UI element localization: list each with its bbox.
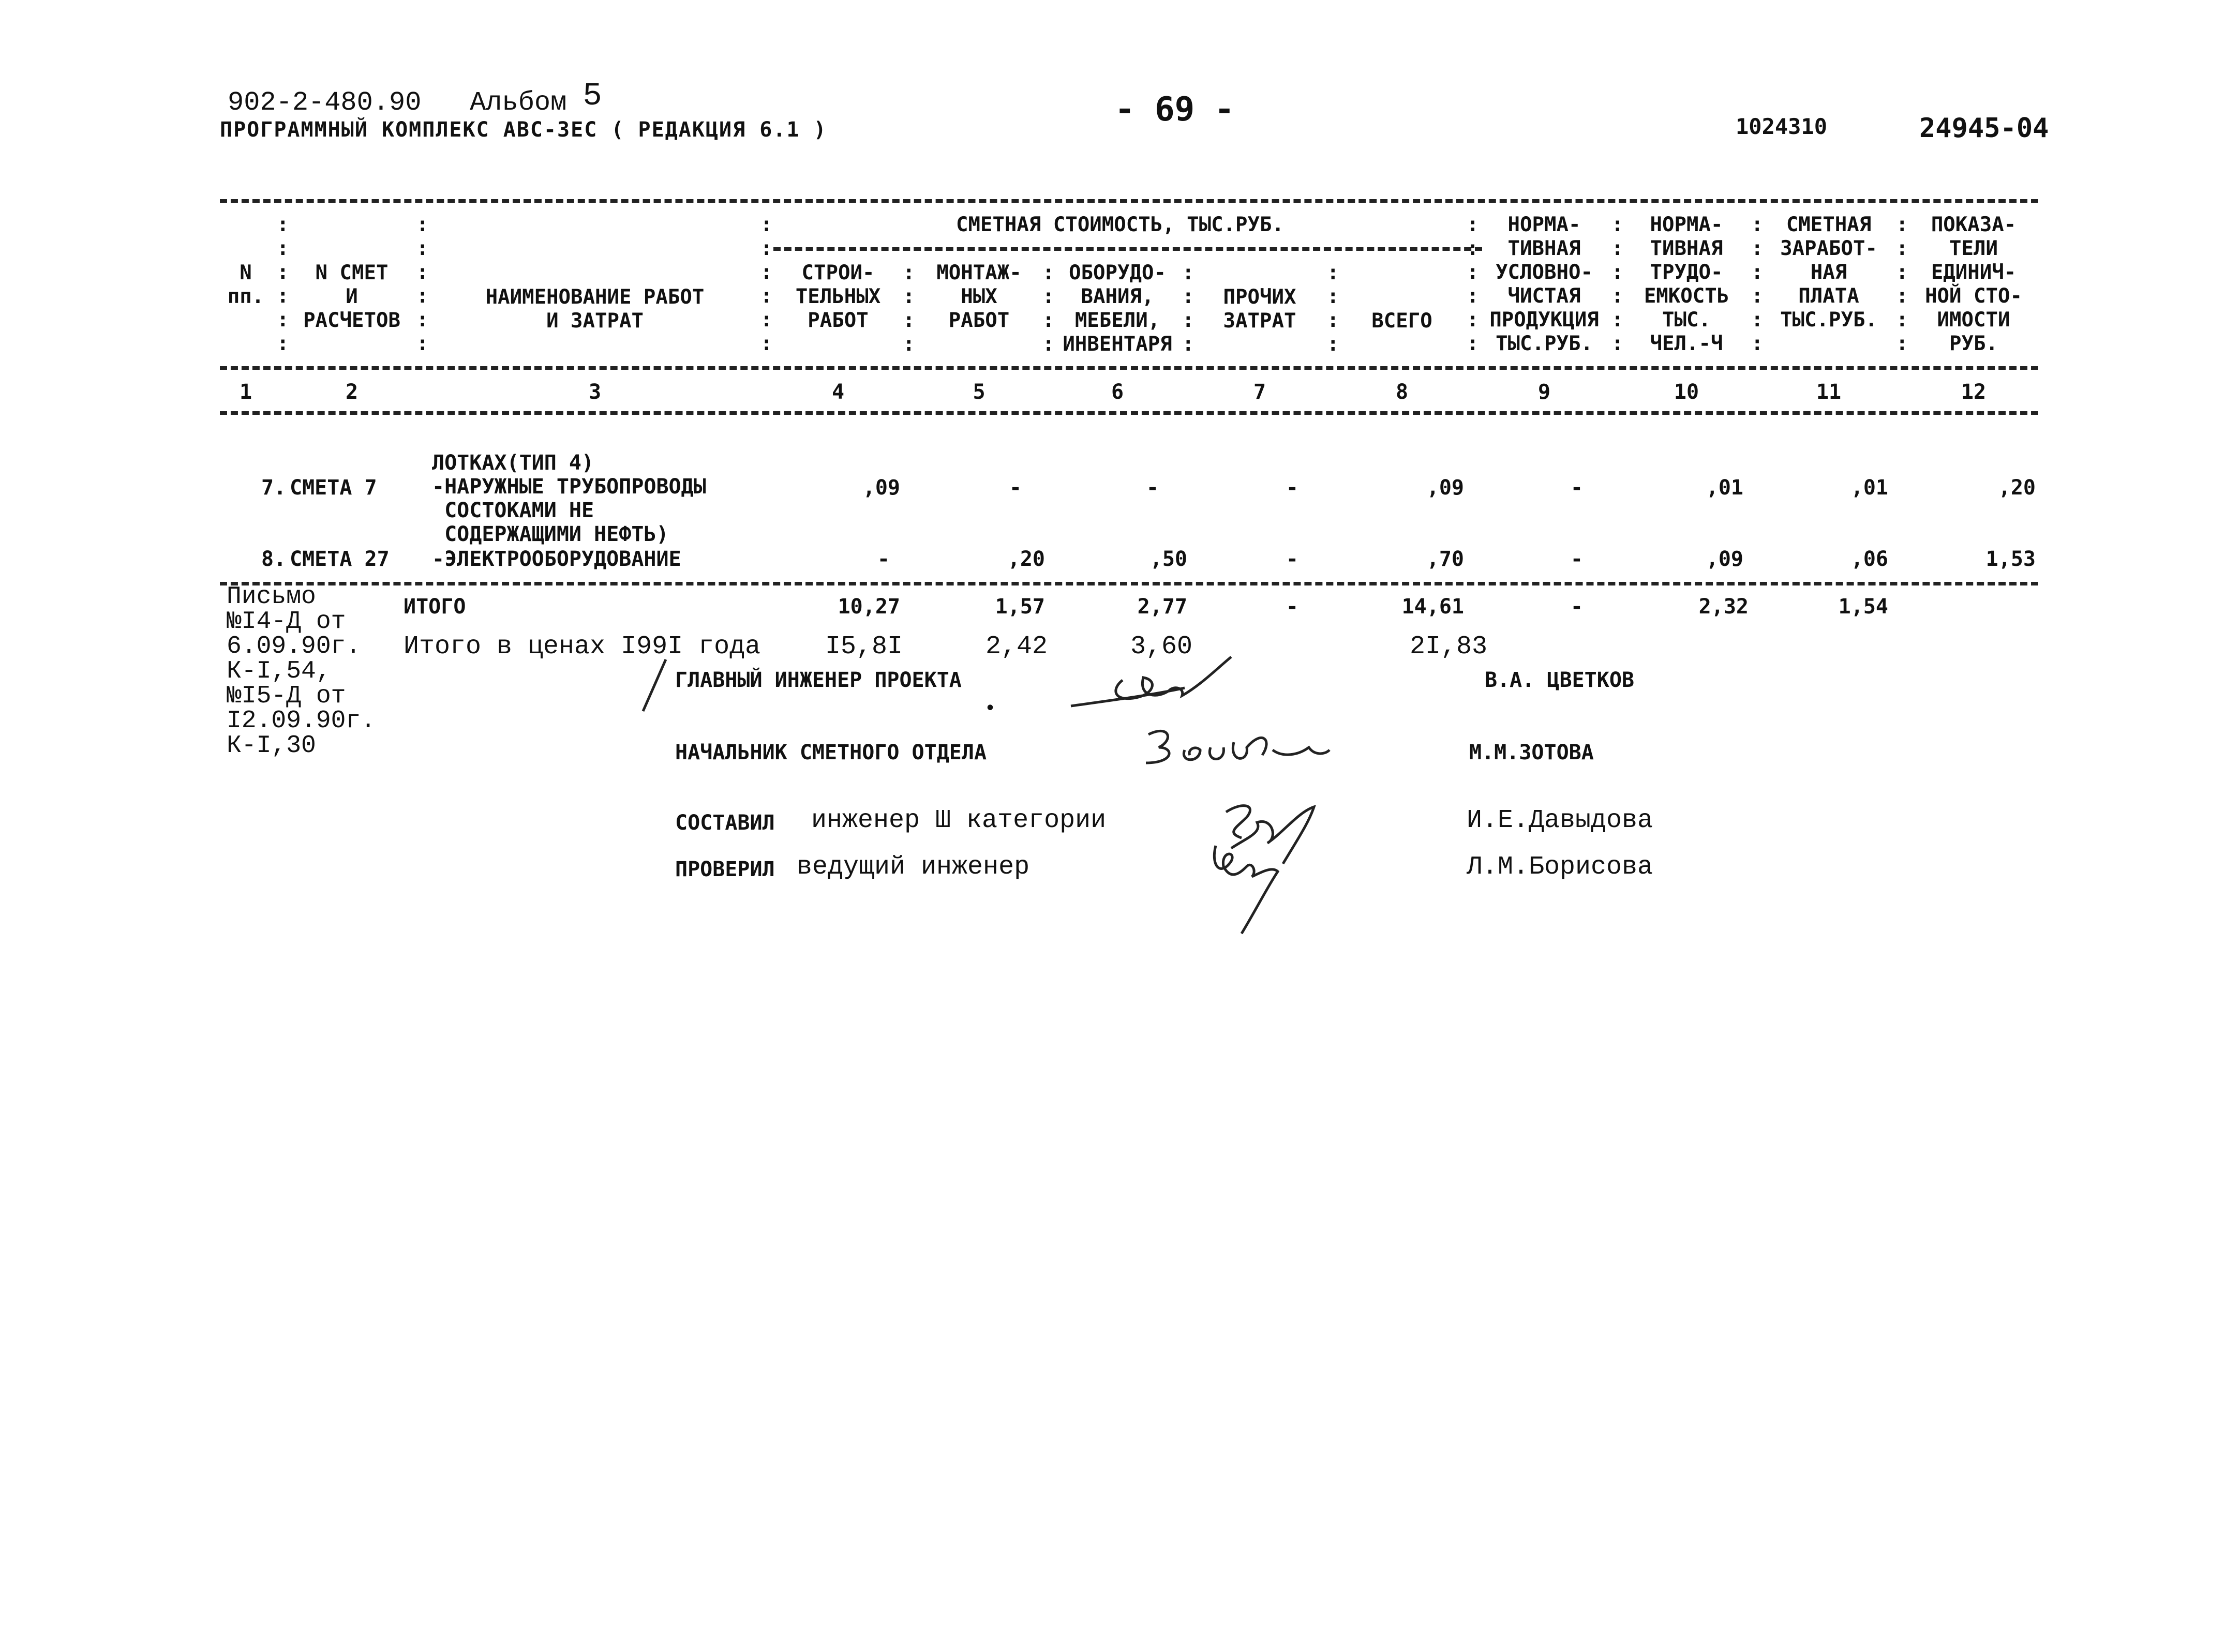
row-c12: ,20 (1998, 476, 2036, 500)
total-c9: - (1570, 595, 1583, 619)
total-c11: 1,54 (1838, 595, 1888, 619)
total-1991-c5: 2,42 (985, 632, 1048, 662)
header-col-name: НАИМЕНОВАНИЕ РАБОТ И ЗАТРАТ (485, 286, 705, 333)
compiled-label: СОСТАВИЛ (675, 811, 775, 835)
header-col-8: ВСЕГО (1371, 309, 1432, 333)
colnum-bottom-rule (220, 411, 2038, 415)
side-note: Письмо №I4-Д от 6.09.90г. К-I,54, №I5-Д от I2.09.90г. К-I,30 (227, 583, 376, 760)
col-separator: : : : : : : (277, 213, 289, 355)
col-separator: : : : : (1327, 261, 1339, 356)
header-col-smeta: N СМЕТ И РАСЧЕТОВ (303, 261, 400, 332)
col-separator: : : : : (1182, 261, 1194, 356)
header-col-9: НОРМА- ТИВНАЯ УСЛОВНО- ЧИСТАЯ ПРОДУКЦИЯ ТЫС.РУБ. (1489, 213, 1599, 355)
column-number: 11 (1816, 380, 1842, 404)
col-separator: : : : : : : (760, 213, 773, 355)
column-number: 8 (1395, 380, 1409, 404)
album-label: Альбом (470, 87, 567, 118)
column-number: 5 (973, 380, 985, 404)
row-c5: - (1009, 476, 1022, 500)
total-c5: 1,57 (995, 595, 1045, 619)
column-number: 4 (831, 380, 845, 404)
row-name: -ЭЛЕКТРООБОРУДОВАНИЕ (432, 547, 681, 571)
total-top-rule (220, 582, 2038, 585)
row-number: 7. (261, 476, 287, 500)
header-col-7: ПРОЧИХ ЗАТРАТ (1223, 286, 1296, 333)
row-c11: ,06 (1850, 547, 1888, 571)
total-1991-c6: 3,60 (1130, 632, 1193, 662)
cost-group-rule (773, 247, 1482, 251)
row-smeta: СМЕТА 7 (290, 476, 377, 500)
row-c11: ,01 (1850, 476, 1888, 500)
header-col-5: МОНТАЖ- НЫХ РАБОТ (936, 261, 1022, 332)
total-c10: 2,32 (1698, 595, 1749, 619)
row-c7: - (1286, 547, 1298, 571)
compiled-name: И.Е.Давыдова (1467, 806, 1653, 835)
inventory-number: 24945-04 (1919, 113, 2049, 144)
total-c7: - (1286, 595, 1298, 619)
row-c12: 1,53 (1985, 547, 2036, 571)
col-separator: : : : : : : (1896, 213, 1908, 355)
header-bottom-rule (220, 366, 2038, 370)
col-separator: : : : : (1042, 261, 1055, 356)
total-1991-label: Итого в ценах I99I года (404, 632, 761, 662)
row-c5: ,20 (1007, 547, 1045, 571)
total-label: ИТОГО (404, 595, 466, 619)
row-c9: - (1570, 476, 1583, 500)
col-separator: : : : : : : (1467, 213, 1479, 355)
total-c6: 2,77 (1137, 595, 1187, 619)
col-separator: : : : : (903, 261, 915, 356)
row-c4: ,09 (862, 476, 900, 500)
document-number: 1024310 (1736, 114, 1828, 139)
page-number: - 69 - (1115, 91, 1235, 129)
header-col-6: ОБОРУДО- ВАНИЯ, МЕБЕЛИ, ИНВЕНТАРЯ (1063, 261, 1172, 356)
row-smeta: СМЕТА 27 (290, 547, 390, 571)
slash-mark (639, 657, 670, 714)
head-dept-name: М.М.ЗОТОВА (1469, 741, 1594, 764)
total-1991-c8: 2I,83 (1410, 632, 1488, 662)
column-number: 10 (1674, 380, 1699, 404)
row-c10: ,09 (1706, 547, 1743, 571)
row-number: 8. (261, 547, 287, 571)
header-col-12: ПОКАЗА- ТЕЛИ ЕДИНИЧ- НОЙ СТО- ИМОСТИ РУБ. (1925, 213, 2022, 355)
row-c9: - (1570, 547, 1583, 571)
total-1991-c4: I5,8I (825, 632, 903, 662)
row-c7: - (1286, 476, 1298, 500)
column-number: 12 (1961, 380, 1987, 404)
row-c6: ,50 (1149, 547, 1187, 571)
row-c8: ,09 (1426, 476, 1464, 500)
row-c8: ,70 (1426, 547, 1464, 571)
col-separator: : : : : : : (1751, 213, 1764, 355)
column-number: 1 (239, 380, 252, 404)
total-c8: 14,61 (1401, 595, 1464, 619)
row-name: ЛОТКАХ(ТИП 4) -НАРУЖНЫЕ ТРУБОПРОВОДЫ СОСТОКАМИ НЕ СОДЕРЖАЩИМИ НЕФТЬ) (432, 451, 706, 546)
head-dept-title: НАЧАЛЬНИК СМЕТНОГО ОТДЕЛА (675, 741, 987, 764)
row-c6: - (1146, 476, 1159, 500)
header-cost-group: СМЕТНАЯ СТОИМОСТЬ, ТЫС.РУБ. (956, 213, 1284, 236)
album-number: 5 (583, 78, 602, 114)
checked-label: ПРОВЕРИЛ (675, 858, 775, 881)
header-col-10: НОРМА- ТИВНАЯ ТРУДО- ЕМКОСТЬ ТЫС. ЧЕЛ.-Ч (1644, 213, 1729, 355)
checked-role: ведущий инженер (797, 852, 1030, 882)
total-c4: 10,27 (838, 595, 900, 619)
signature-chief-engineer (1066, 649, 1242, 716)
table-top-rule (220, 199, 2038, 203)
chief-engineer-title: ГЛАВНЫЙ ИНЖЕНЕР ПРОЕКТА (675, 668, 962, 692)
column-number: 3 (588, 380, 602, 404)
column-number: 7 (1253, 380, 1266, 404)
row-c10: ,01 (1706, 476, 1743, 500)
chief-engineer-name: В.А. ЦВЕТКОВ (1485, 668, 1634, 692)
compiled-role: инженер Ш категории (811, 806, 1107, 835)
project-code-line (228, 78, 602, 119)
software-line: ПРОГРАММНЫЙ КОМПЛЕКС АВС-3ЕС ( РЕДАКЦИЯ 6.1 ) (220, 118, 827, 142)
column-number: 2 (345, 380, 359, 404)
signature-head-dept (1138, 719, 1335, 771)
column-number: 6 (1111, 380, 1124, 404)
signature-checked (1200, 835, 1293, 939)
header-col-11: СМЕТНАЯ ЗАРАБОТ- НАЯ ПЛАТА ТЫС.РУБ. (1780, 213, 1877, 332)
project-code: 902-2-480.90 (228, 87, 422, 118)
col-separator: : : : : : : (1611, 213, 1624, 355)
header-col-n: N пп. (227, 261, 264, 308)
dot-mark: • (985, 699, 995, 717)
row-c4: - (877, 547, 890, 571)
column-number: 9 (1537, 380, 1551, 404)
checked-name: Л.М.Борисова (1467, 852, 1653, 882)
header-col-4: СТРОИ- ТЕЛЬНЫХ РАБОТ (795, 261, 881, 332)
col-separator: : : : : : : (416, 213, 429, 355)
